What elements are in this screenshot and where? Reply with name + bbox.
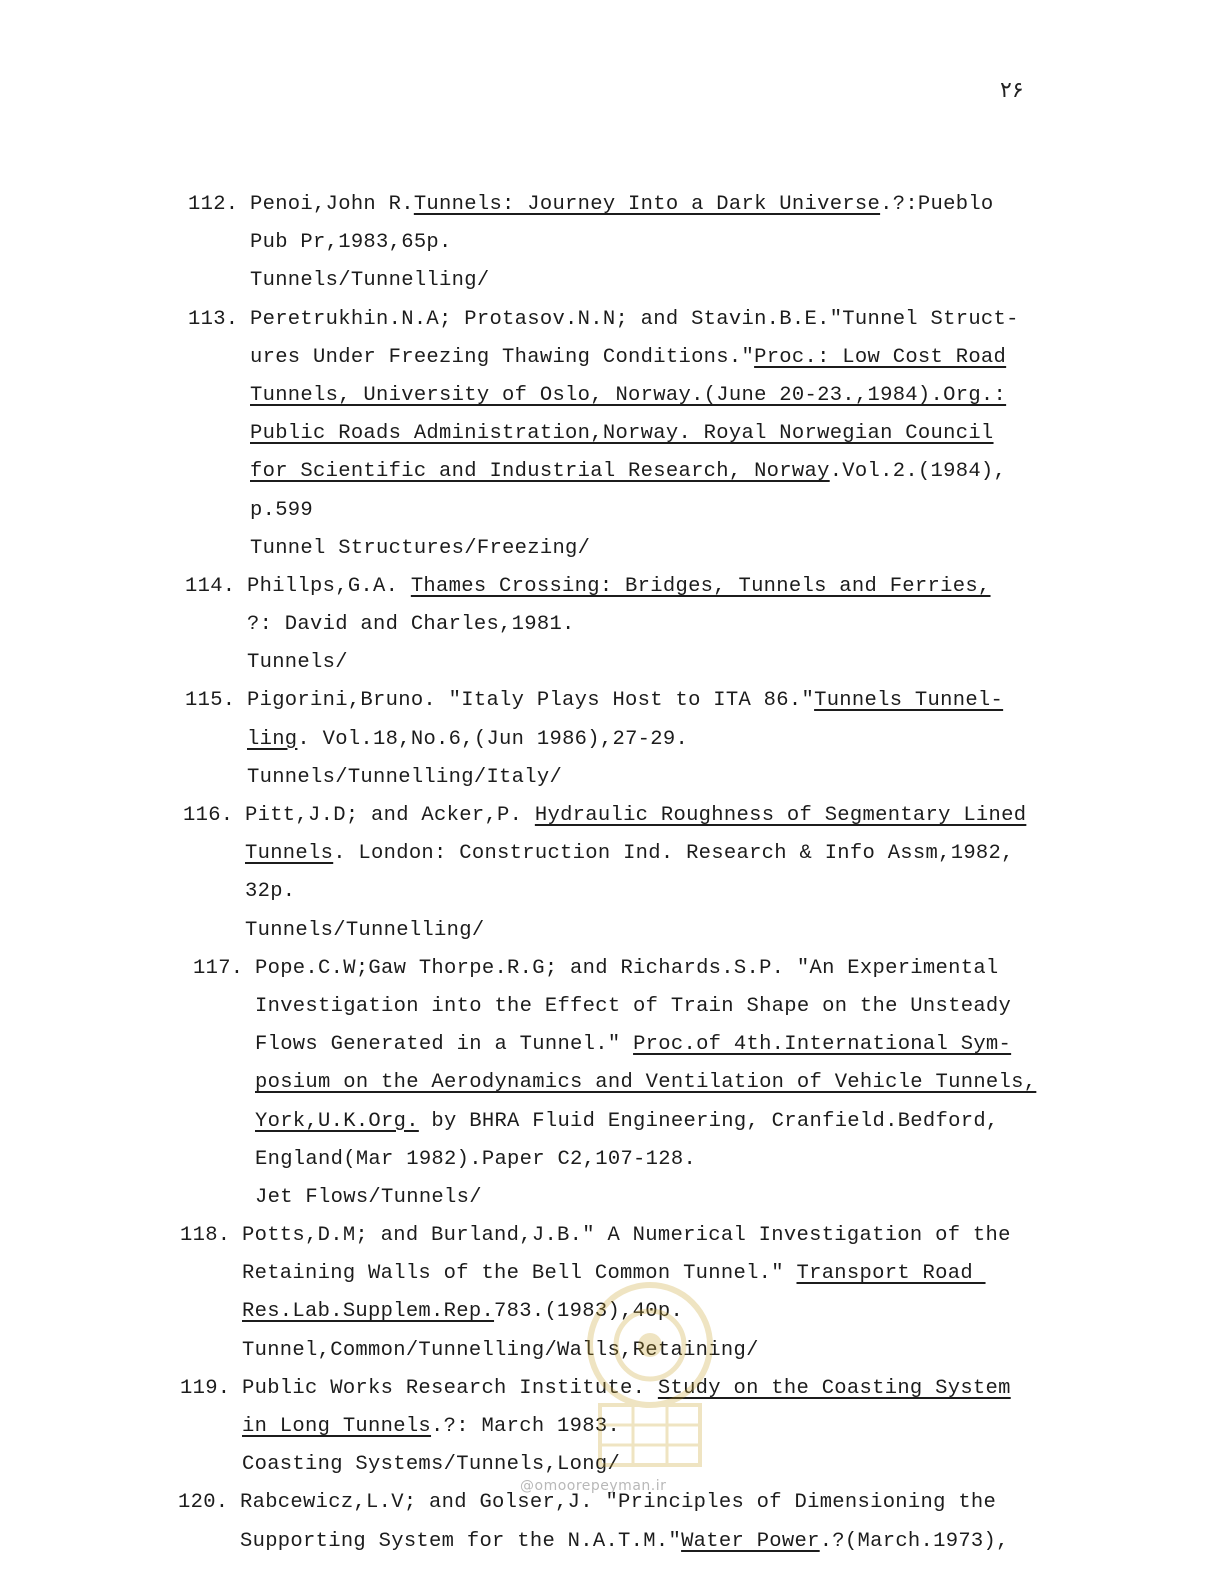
citation-text: ?: David and Charles,1981.: [247, 613, 575, 637]
underlined-title: Proc.: Low Cost Road: [754, 345, 1007, 369]
entry-text: [247, 682, 1003, 720]
entry-line: [0, 568, 1228, 606]
entry-text: [250, 224, 452, 262]
entry-line: [0, 988, 1228, 1026]
entry-text: [255, 1179, 482, 1217]
citation-text: .Vol.2.(1984),: [829, 460, 1007, 484]
citation-text: 783.(1983),40p.: [494, 1300, 684, 1324]
bibliography-entry: [0, 1484, 1228, 1560]
underlined-title: in Long Tunnels: [242, 1415, 432, 1438]
citation-text: by BHRA Fluid Engineering, Cranfield.Bedford,: [418, 1109, 999, 1133]
entry-line: [0, 835, 1228, 873]
entry-line: [0, 415, 1228, 453]
bibliography-entry: [0, 186, 1228, 301]
entry-line: [0, 606, 1228, 644]
citation-text: Pigorini,Bruno. "Italy Plays Host to ITA 86.": [247, 689, 815, 713]
citation-text: Tunnels/: [247, 651, 348, 675]
citation-text: Pub Pr,1983,65p.: [250, 231, 452, 255]
underlined-title: Tunnels: Journey Into a Dark Universe: [413, 193, 881, 216]
citation-text: Public Works Research Institute.: [242, 1376, 658, 1400]
entry-text: [250, 377, 1006, 415]
underlined-title: Res.Lab.Supplem.Rep.: [242, 1300, 495, 1324]
citation-text: Pope.C.W;Gaw Thorpe.R.G; and Richards.S.P. "An Experimental: [255, 956, 999, 980]
bibliography-entry: [0, 797, 1228, 950]
citation-text: . London: Construction Ind. Research & Info Assm,1982,: [333, 842, 1014, 866]
entry-text: [255, 1064, 1036, 1102]
underlined-title: posium on the Aerodynamics and Ventilation of Vehicle Tunnels,: [255, 1071, 1037, 1095]
entry-number: 115.: [185, 689, 236, 713]
entry-text: [245, 797, 1026, 835]
entry-line: [0, 453, 1228, 491]
entry-number: 120.: [178, 1491, 229, 1515]
entry-number: 113.: [188, 307, 239, 331]
underlined-title: Tunnels: [245, 842, 334, 866]
citation-text: Rabcewicz,L.V; and Golser,J. "Principles of Dimensioning the: [240, 1491, 997, 1515]
underlined-title: ling: [247, 727, 298, 751]
entry-number: 112.: [188, 193, 239, 216]
underlined-title: York,U.K.Org.: [255, 1109, 419, 1133]
bibliography-entry: [0, 301, 1228, 568]
entry-text: [247, 721, 688, 759]
entry-text: [250, 186, 994, 224]
citation-text: Tunnels/Tunnelling/Italy/: [247, 765, 563, 789]
citation-text: Supporting System for the N.A.T.M.": [240, 1529, 682, 1553]
entry-text: [247, 568, 991, 606]
citation-text: Tunnels/Tunnelling/: [250, 269, 490, 293]
entry-text: [255, 950, 999, 988]
citation-text: . Vol.18,No.6,(Jun 1986),27-29.: [297, 727, 689, 751]
entry-line: [0, 1408, 1228, 1446]
underlined-title: Tunnels Tunnel-: [814, 689, 1004, 713]
citation-text: .?: March 1983.: [431, 1415, 621, 1438]
underlined-title: Public Roads Administration,Norway. Royal Norwegian Council: [250, 422, 994, 446]
entry-text: [242, 1293, 683, 1331]
entry-line: [0, 301, 1228, 339]
citation-text: England(Mar 1982).Paper C2,107-128.: [255, 1147, 697, 1171]
entry-text: [250, 415, 994, 453]
underlined-title: Tunnels, University of Oslo, Norway.(June 20-23.,1984).Org.:: [250, 383, 1007, 407]
entry-line: [0, 912, 1228, 950]
entry-text: [245, 912, 484, 950]
citation-text: Tunnels/Tunnelling/: [245, 918, 485, 942]
entry-line: [0, 1064, 1228, 1102]
citation-text: Phillps,G.A.: [247, 574, 411, 598]
entry-text: [242, 1217, 1011, 1255]
entry-text: [255, 1103, 999, 1141]
entry-text: [250, 530, 590, 568]
entry-line: [0, 873, 1228, 911]
underlined-title: for Scientific and Industrial Research, Norway: [250, 460, 830, 484]
entry-line: [0, 759, 1228, 797]
entry-text: [247, 759, 562, 797]
citation-text: Retaining Walls of the Bell Common Tunnel.": [242, 1262, 797, 1286]
citation-text: p.599: [250, 498, 314, 522]
entry-text: [250, 301, 1019, 339]
entry-line: [0, 1255, 1228, 1293]
underlined-title: Transport Road: [796, 1262, 986, 1286]
entry-line: [0, 377, 1228, 415]
entry-text: [242, 1370, 1011, 1408]
citation-text: Pitt,J.D; and Acker,P.: [245, 804, 535, 827]
entry-line: [0, 1332, 1228, 1370]
entry-text: [255, 1026, 1011, 1064]
entry-line: [0, 262, 1228, 300]
entry-line: [0, 339, 1228, 377]
citation-text: Investigation into the Effect of Train Shape on the Unsteady: [255, 994, 1012, 1018]
entry-text: [250, 339, 1006, 377]
entry-number: 118.: [180, 1224, 231, 1248]
bibliography-entry: [0, 1217, 1228, 1370]
entry-line: [0, 950, 1228, 988]
bibliography-entry: [0, 568, 1228, 683]
entry-line: [0, 797, 1228, 835]
entry-text: [242, 1332, 759, 1370]
citation-text: Penoi,John R.: [250, 193, 414, 216]
citation-text: Coasting Systems/Tunnels,Long/: [242, 1453, 621, 1477]
entry-line: [0, 721, 1228, 759]
entry-line: [0, 1293, 1228, 1331]
entry-text: [247, 644, 348, 682]
entry-text: [245, 873, 295, 911]
watermark-text: @omoorepeyman.ir: [520, 1478, 667, 1494]
underlined-title: Proc.of 4th.International Sym-: [633, 1033, 1012, 1057]
underlined-title: Study on the Coasting System: [657, 1376, 1011, 1400]
citation-text: .?(March.1973),: [819, 1529, 1009, 1553]
entry-line: [0, 644, 1228, 682]
entry-line: [0, 682, 1228, 720]
page-number: ۲۶: [1000, 78, 1024, 103]
entry-line: [0, 1103, 1228, 1141]
citation-text: Flows Generated in a Tunnel.": [255, 1033, 634, 1057]
bibliography-entry: [0, 682, 1228, 797]
entry-text: [242, 1408, 620, 1446]
citation-text: Tunnel,Common/Tunnelling/Walls,Retaining/: [242, 1338, 759, 1362]
entry-line: [0, 186, 1228, 224]
underlined-title: Hydraulic Roughness of Segmentary Lined: [534, 804, 1027, 827]
citation-text: Jet Flows/Tunnels/: [255, 1185, 482, 1209]
entry-text: [250, 492, 313, 530]
bibliography-entry: [0, 950, 1228, 1217]
entry-line: [0, 530, 1228, 568]
entry-text: [255, 988, 1011, 1026]
entry-line: [0, 1179, 1228, 1217]
citation-text: Potts,D.M; and Burland,J.B." A Numerical Investigation of the: [242, 1224, 1011, 1248]
entry-text: [247, 606, 575, 644]
citation-text: Tunnel Structures/Freezing/: [250, 536, 591, 560]
entry-number: 114.: [185, 574, 236, 598]
entry-line: [0, 224, 1228, 262]
entry-text: [245, 835, 1014, 873]
entry-number: 119.: [180, 1376, 231, 1400]
entry-text: [240, 1523, 1009, 1561]
entry-text: [242, 1255, 986, 1293]
bibliography-list: [0, 186, 1228, 1561]
citation-text: .?:Pueblo: [880, 193, 994, 216]
entry-line: [0, 492, 1228, 530]
entry-line: [0, 1026, 1228, 1064]
entry-line: [0, 1217, 1228, 1255]
entry-text: [250, 453, 1006, 491]
entry-text: [250, 262, 489, 300]
entry-number: 117.: [193, 956, 244, 980]
entry-number: 116.: [183, 804, 234, 827]
citation-text: 32p.: [245, 880, 296, 904]
bibliography-entry: [0, 1370, 1228, 1485]
underlined-title: Thames Crossing: Bridges, Tunnels and Ferries,: [410, 574, 991, 598]
entry-text: [255, 1141, 696, 1179]
underlined-title: Water Power: [681, 1529, 820, 1553]
entry-line: [0, 1141, 1228, 1179]
citation-text: Peretrukhin.N.A; Protasov.N.N; and Stavin.B.E."Tunnel Struct-: [250, 307, 1019, 331]
citation-text: ures Under Freezing Thawing Conditions.": [250, 345, 755, 369]
entry-line: [0, 1523, 1228, 1561]
entry-line: [0, 1370, 1228, 1408]
